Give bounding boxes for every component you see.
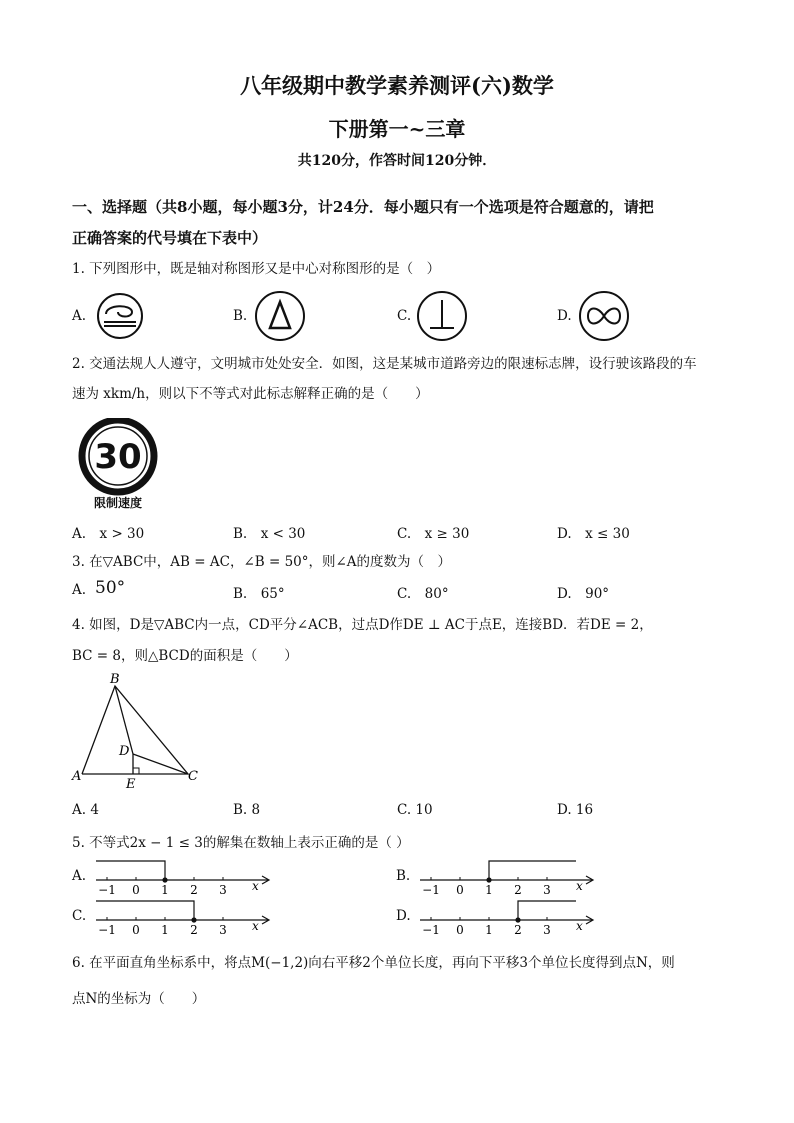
question-5-stem: 5. 不等式2x − 1 ≤ 3的解集在数轴上表示正确的是（ ） <box>72 835 410 851</box>
tick-label: 1 <box>161 883 169 897</box>
axis-var: x <box>252 879 259 893</box>
exam-info: 共120分，作答时间120分钟． <box>297 153 497 169</box>
tick-label: 0 <box>456 883 464 897</box>
tick-label: 1 <box>161 923 169 937</box>
tick-label: 2 <box>190 883 198 897</box>
q1-option-a-label: A. <box>72 308 87 324</box>
tick-label: 0 <box>132 883 140 897</box>
axis-var: x <box>576 919 583 933</box>
q2-option-c: C. x ≥ 30 <box>397 526 470 542</box>
vertex-label-e: E <box>126 777 136 792</box>
q5-option-d-number-line <box>412 895 602 937</box>
triangle-figure <box>70 670 210 794</box>
q1-option-d-label: D. <box>557 308 572 324</box>
q1-option-c-label: C. <box>397 308 412 324</box>
tick-label: −1 <box>98 883 116 897</box>
tick-label: 3 <box>219 923 227 937</box>
q3-option-b: B. 65° <box>233 586 285 602</box>
q4-option-a: A. 4 <box>72 802 99 818</box>
section-heading-line2: 正确答案的代号填在下表中） <box>72 229 268 247</box>
axis-var: x <box>576 879 583 893</box>
tick-label: 1 <box>485 923 493 937</box>
q5-option-a-number-line <box>88 855 278 897</box>
tick-label: 2 <box>190 923 198 937</box>
tick-label: 1 <box>485 883 493 897</box>
q1-option-c-figure <box>414 290 472 342</box>
q4-option-d: D. 16 <box>557 802 594 818</box>
question-2-line1: 2. 交通法规人人遵守，文明城市处处安全．如图，这是某城市道路旁边的限速标志牌，设行驶该路段的车 <box>72 356 697 372</box>
q3-option-a-value: 50° <box>95 578 126 598</box>
page-title: 八年级期中教学素养测评(六)数学 <box>240 73 554 98</box>
q3-option-a-label: A. <box>72 582 87 598</box>
tick-label: −1 <box>98 923 116 937</box>
q4-option-c: C. 10 <box>397 802 433 818</box>
q5-option-b-label: B. <box>396 868 411 884</box>
question-4-line2: BC = 8，则△BCD的面积是（ ） <box>72 648 298 664</box>
tick-label: −1 <box>422 883 440 897</box>
sign-label: 限制速度 <box>93 496 143 510</box>
question-6-line2: 点N的坐标为（ ） <box>72 991 206 1007</box>
vertex-label-c: C <box>188 769 198 784</box>
tick-label: 3 <box>543 923 551 937</box>
page-subtitle: 下册第一~三章 <box>328 117 466 141</box>
question-6-line1: 6. 在平面直角坐标系中，将点M(−1,2)向右平移2个单位长度，再向下平移3个单位长度得到点N，则 <box>72 955 675 971</box>
q5-option-d-label: D. <box>396 908 411 924</box>
question-2-line2: 速为 xkm/h，则以下不等式对此标志解释正确的是（ ） <box>72 386 429 402</box>
q3-option-c: C. 80° <box>397 586 449 602</box>
q4-option-b: B. 8 <box>233 802 261 818</box>
question-3-stem: 3. 在▽ABC中，AB = AC，∠B = 50°，则∠A的度数为（ ） <box>72 554 452 570</box>
q5-option-a-label: A. <box>72 868 87 884</box>
vertex-label-d: D <box>119 744 130 759</box>
q1-option-a-figure <box>92 292 150 340</box>
vertex-label-b: B <box>110 672 120 687</box>
q1-option-b-label: B. <box>233 308 248 324</box>
q5-option-b-number-line <box>412 855 602 897</box>
speed-limit-sign <box>74 418 164 512</box>
vertex-label-a: A <box>72 769 82 784</box>
axis-var: x <box>252 919 259 933</box>
q3-option-d: D. 90° <box>557 586 610 602</box>
tick-label: 0 <box>132 923 140 937</box>
question-4-line1: 4. 如图，D是▽ABC内一点，CD平分∠ACB，过点D作DE ⊥ AC于点E，连接BD．若DE = 2， <box>72 617 653 633</box>
q1-option-d-figure <box>576 290 634 342</box>
sign-number: 30 <box>94 437 142 477</box>
tick-label: 3 <box>543 883 551 897</box>
tick-label: 3 <box>219 883 227 897</box>
q2-option-b: B. x < 30 <box>233 526 306 542</box>
q5-option-c-number-line <box>88 895 278 937</box>
q2-option-d: D. x ≤ 30 <box>557 526 630 542</box>
tick-label: 0 <box>456 923 464 937</box>
tick-label: 2 <box>514 883 522 897</box>
tick-label: 2 <box>514 923 522 937</box>
q1-option-b-figure <box>252 290 310 342</box>
q2-option-a: A. x > 30 <box>72 526 145 542</box>
section-heading-line1: 一、选择题（共8小题，每小题3分，计24分．每小题只有一个选项是符合题意的，请把 <box>72 198 654 216</box>
question-1-stem: 1. 下列图形中，既是轴对称图形又是中心对称图形的是（ ） <box>72 261 441 277</box>
q5-option-c-label: C. <box>72 908 87 924</box>
tick-label: −1 <box>422 923 440 937</box>
